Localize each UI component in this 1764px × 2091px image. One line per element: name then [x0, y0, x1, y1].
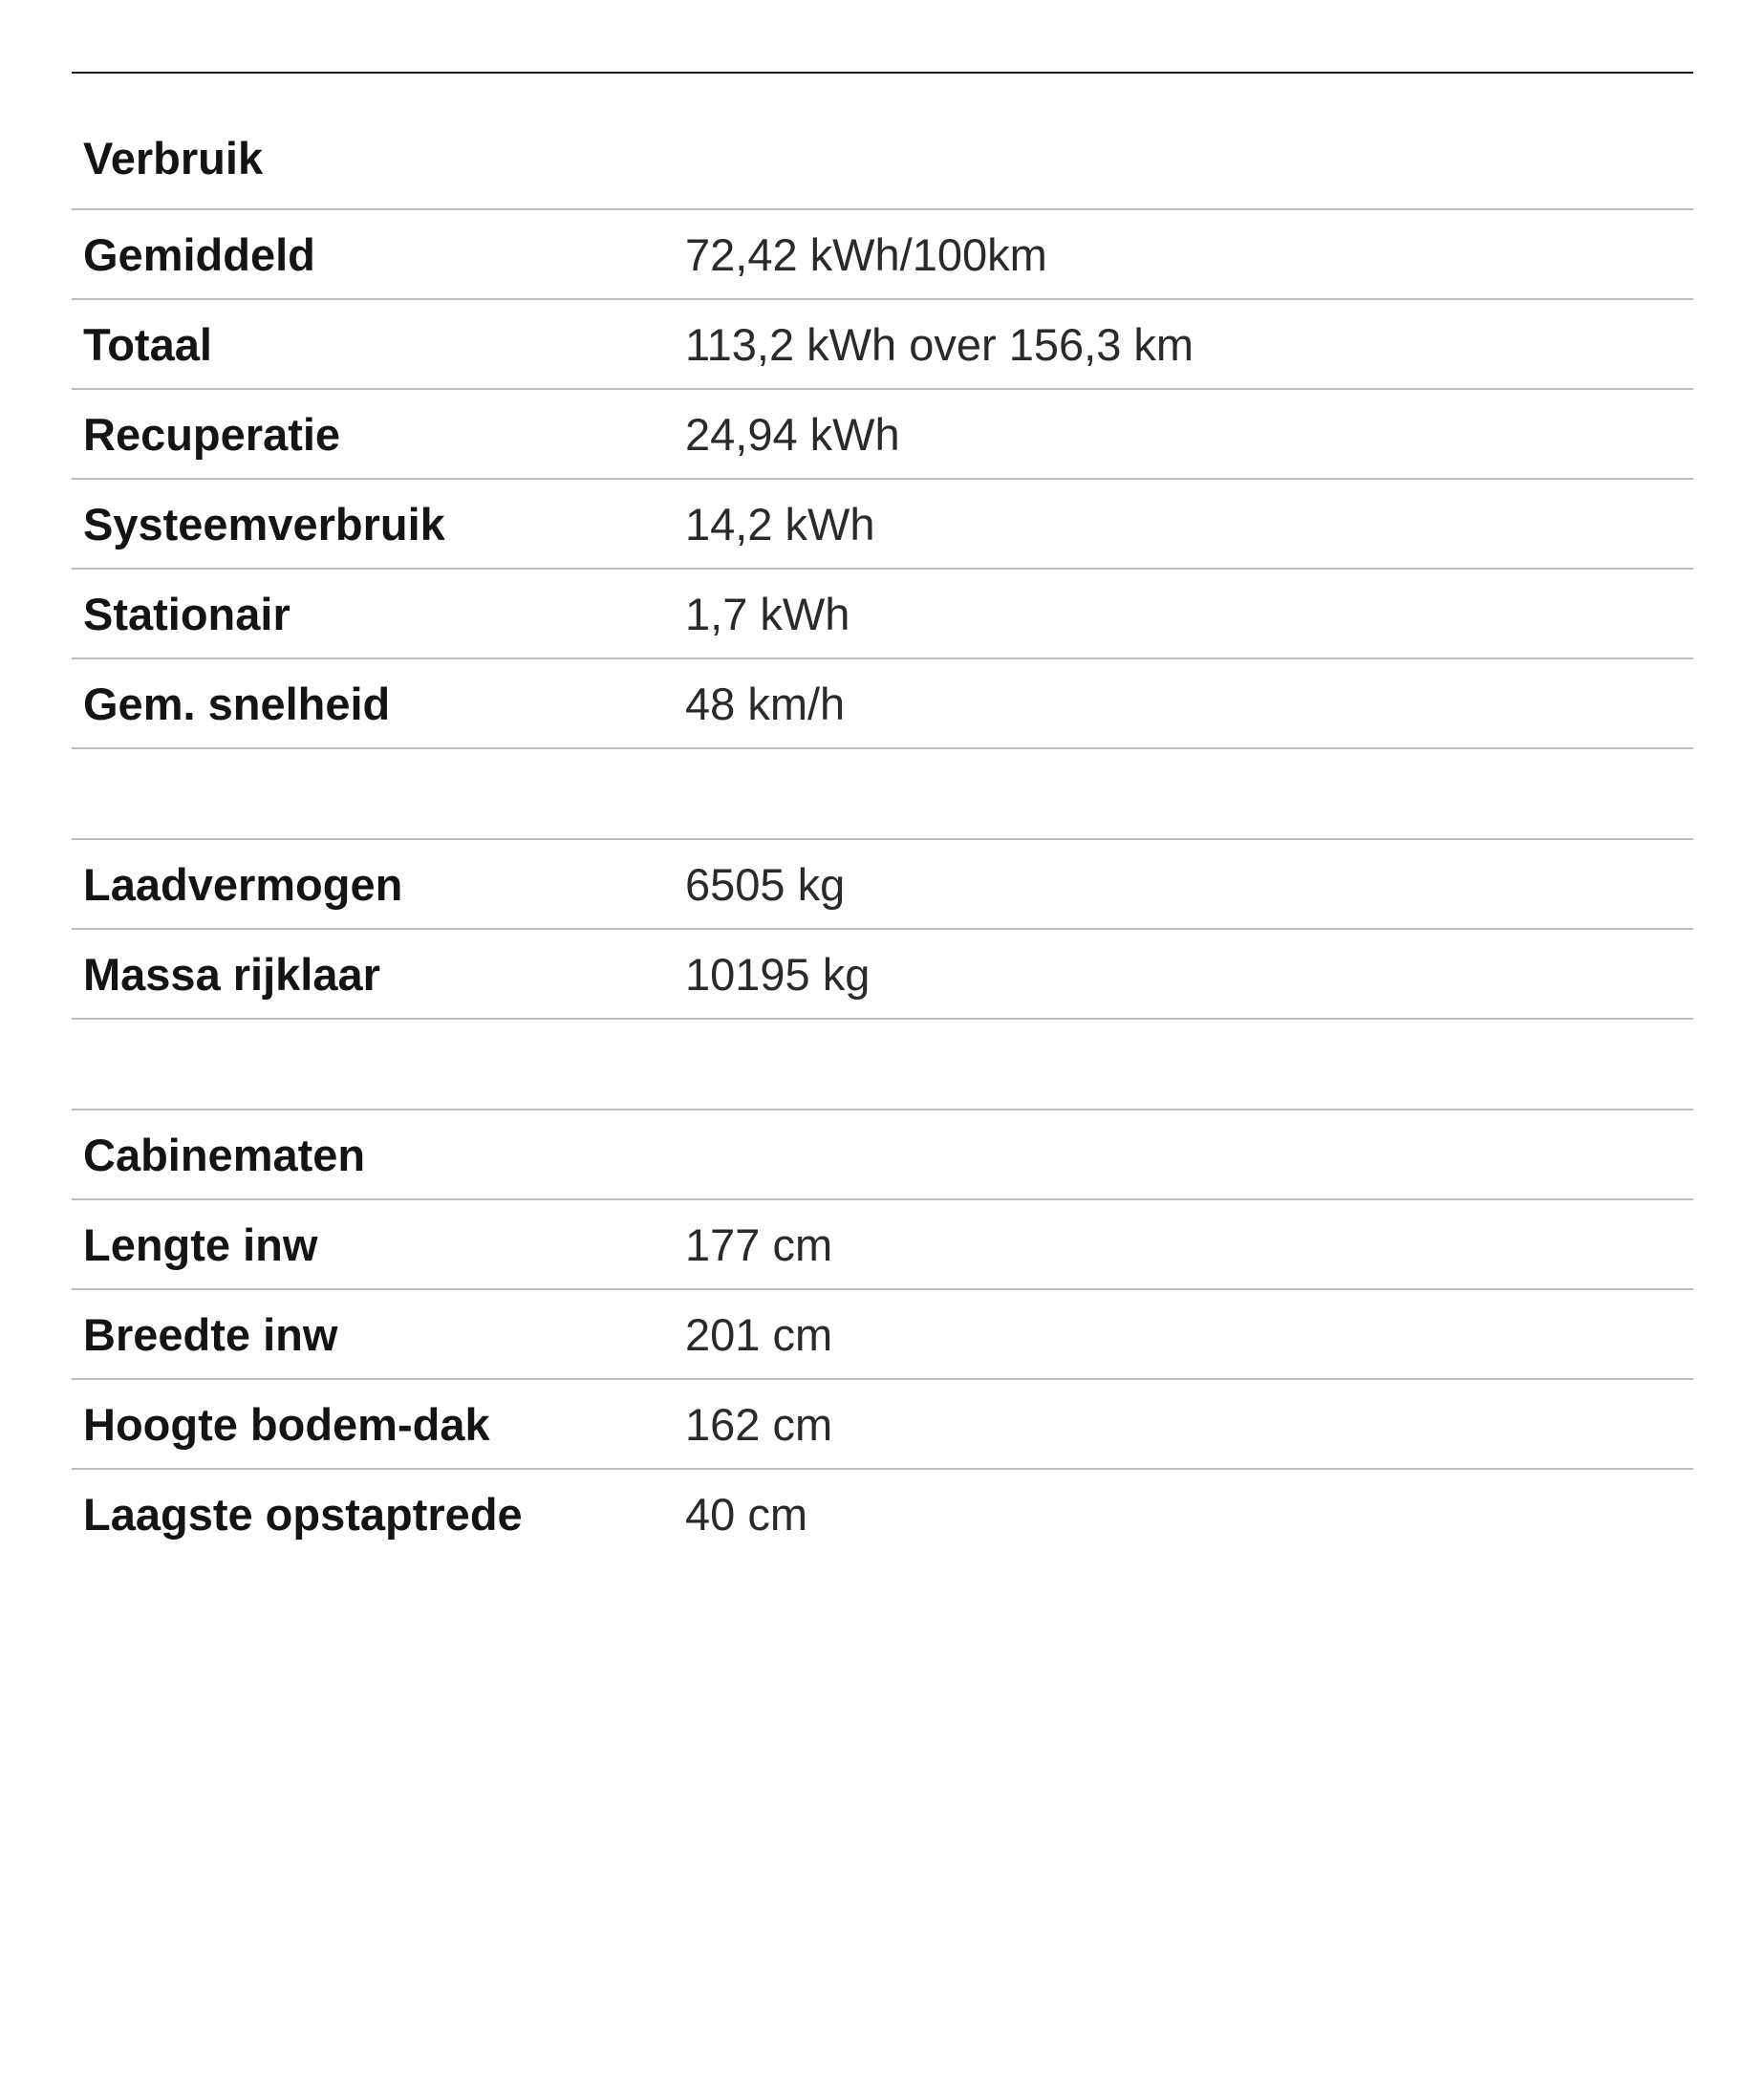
spec-label: Laadvermogen: [83, 859, 403, 910]
spec-row-lengte-inw: [72, 1200, 1693, 1290]
spec-row-totaal: [72, 300, 1693, 390]
spec-value: 6505 kg: [685, 859, 846, 910]
spec-value: 72,42 kWh/100km: [685, 229, 1047, 280]
section-heading-label: Verbruik: [83, 133, 264, 183]
spec-label: Breedte inw: [83, 1309, 338, 1360]
spec-row-laadvermogen: [72, 840, 1693, 930]
section-heading-cabinematen: [72, 1110, 1693, 1200]
spec-value: 177 cm: [685, 1219, 833, 1270]
spec-label: Totaal: [83, 319, 212, 370]
spec-row-laagste-opstaptrede: [72, 1470, 1693, 1560]
spec-value: 48 km/h: [685, 679, 846, 729]
spec-value: 1,7 kWh: [685, 589, 850, 639]
spec-label: Hoogte bodem-dak: [83, 1399, 490, 1450]
spec-label: Laagste opstaptrede: [83, 1489, 523, 1540]
spec-label: Recuperatie: [83, 409, 341, 460]
spec-row-hoogte-bodem-dak: [72, 1380, 1693, 1470]
spec-row-massa-rijklaar: [72, 930, 1693, 1020]
spec-label: Gem. snelheid: [83, 679, 391, 729]
spec-label: Gemiddeld: [83, 229, 315, 280]
section-heading-verbruik: [72, 119, 1693, 210]
section-heading-label: Cabinematen: [83, 1130, 366, 1180]
spec-label: Massa rijklaar: [83, 949, 380, 1000]
spec-value: 14,2 kWh: [685, 499, 875, 550]
spec-value: 10195 kg: [685, 949, 871, 1000]
section-spacer: [72, 1020, 1693, 1110]
spec-row-gemiddeld: [72, 210, 1693, 300]
spec-row-systeemverbruik: [72, 480, 1693, 570]
spec-value: 201 cm: [685, 1309, 833, 1360]
spec-label: Stationair: [83, 589, 290, 639]
spec-value: 24,94 kWh: [685, 409, 900, 460]
spec-sheet: [72, 72, 1693, 1560]
spec-row-gem-snelheid: [72, 659, 1693, 749]
spec-row-stationair: [72, 570, 1693, 659]
spec-row-breedte-inw: [72, 1290, 1693, 1380]
spec-label: Lengte inw: [83, 1219, 318, 1270]
spec-row-recuperatie: [72, 390, 1693, 480]
spec-value: 162 cm: [685, 1399, 833, 1450]
spec-label: Systeemverbruik: [83, 499, 445, 550]
spec-value: 40 cm: [685, 1489, 807, 1540]
spec-value: 113,2 kWh over 156,3 km: [685, 319, 1194, 370]
section-spacer: [72, 749, 1693, 840]
